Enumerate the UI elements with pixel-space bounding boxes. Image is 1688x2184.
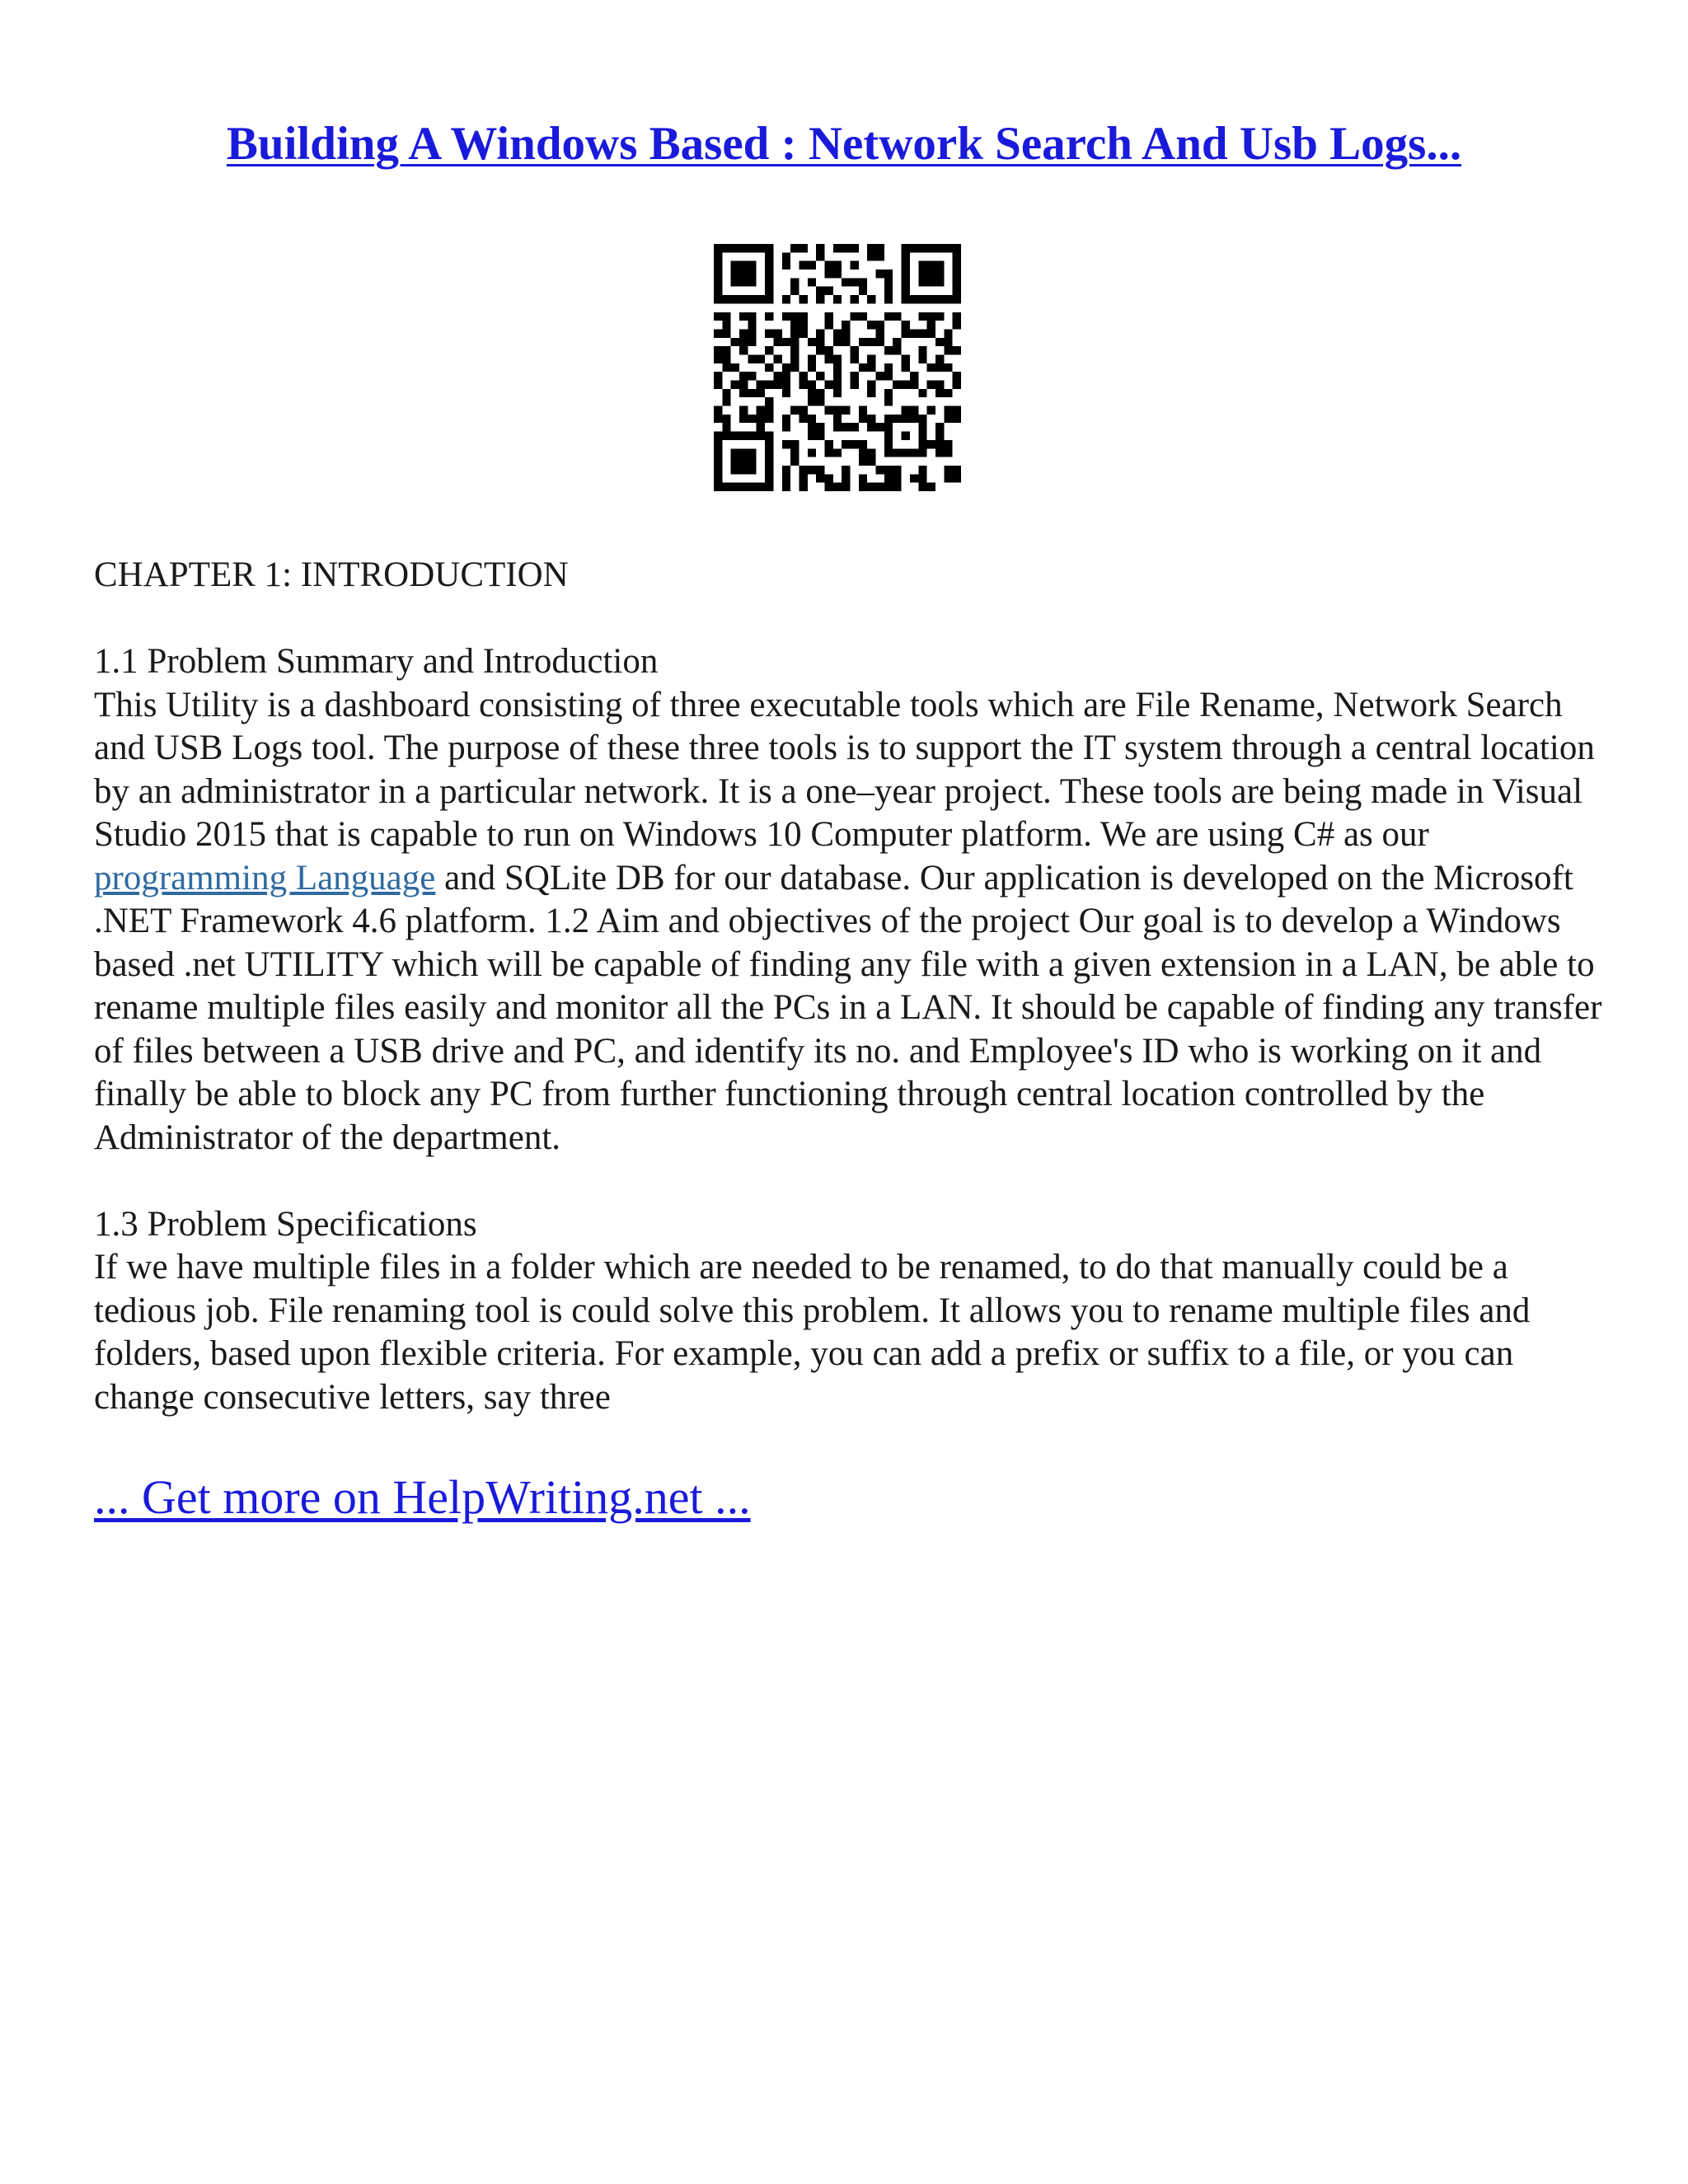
get-more-line	[94, 1469, 751, 1526]
chapter-heading: CHAPTER 1: INTRODUCTION	[94, 555, 569, 594]
paragraph-intro-text-after: and SQLite DB for our database. Our application is developed on the Microsoft .NET Framework 4.6 platform. 1.2 Aim and objectives of the project Our goal is to develop a Windows based .net UTILITY which will be capable of finding any file with a given extension in a LAN, be able to rename multiple files easily and monitor all the PCs in a LAN. It should be capable of finding any transfer of files between a USB drive and PC, and identify its no. and Employee's ID who is working on it and finally be able to block any PC from further functioning through central location controlled by the Administrator of the department.	[94, 858, 1602, 1157]
title-link[interactable]: Building A Windows Based : Network Search And Usb Logs...	[226, 118, 1462, 170]
programming-language-link[interactable]: programming Language	[94, 858, 436, 898]
get-more-link[interactable]: ... Get more on HelpWriting.net ...	[94, 1470, 751, 1524]
qr-code-icon	[714, 244, 961, 491]
spacer	[94, 1160, 1611, 1203]
page-title	[0, 115, 1688, 173]
paragraph-specifications: If we have multiple files in a folder which are needed to be renamed, to do that manually could be a tedious job. File renaming tool is could solve this problem. It allows you to rename multiple files and folders, based upon flexible criteria. For example, you can add a prefix or suffix to a file, or you can change consecutive letters, say three	[94, 1248, 1531, 1417]
section-1-1-heading: 1.1 Problem Summary and Introduction	[94, 642, 659, 681]
paragraph-intro	[94, 684, 1611, 1160]
spacer	[94, 598, 1611, 641]
section-1-3-heading: 1.3 Problem Specifications	[94, 1204, 477, 1244]
paragraph-intro-text-before: This Utility is a dashboard consisting of three executable tools which are File Rename, Network Search and USB Logs tool. The purpose of these three tools is to support the IT system through a central location by an administrator in a particular network. It is a one–year project. These tools are being made in Visual Studio 2015 that is capable to run on Windows 10 Computer platform. We are using C# as our	[94, 685, 1595, 854]
document-body	[94, 554, 1611, 1419]
